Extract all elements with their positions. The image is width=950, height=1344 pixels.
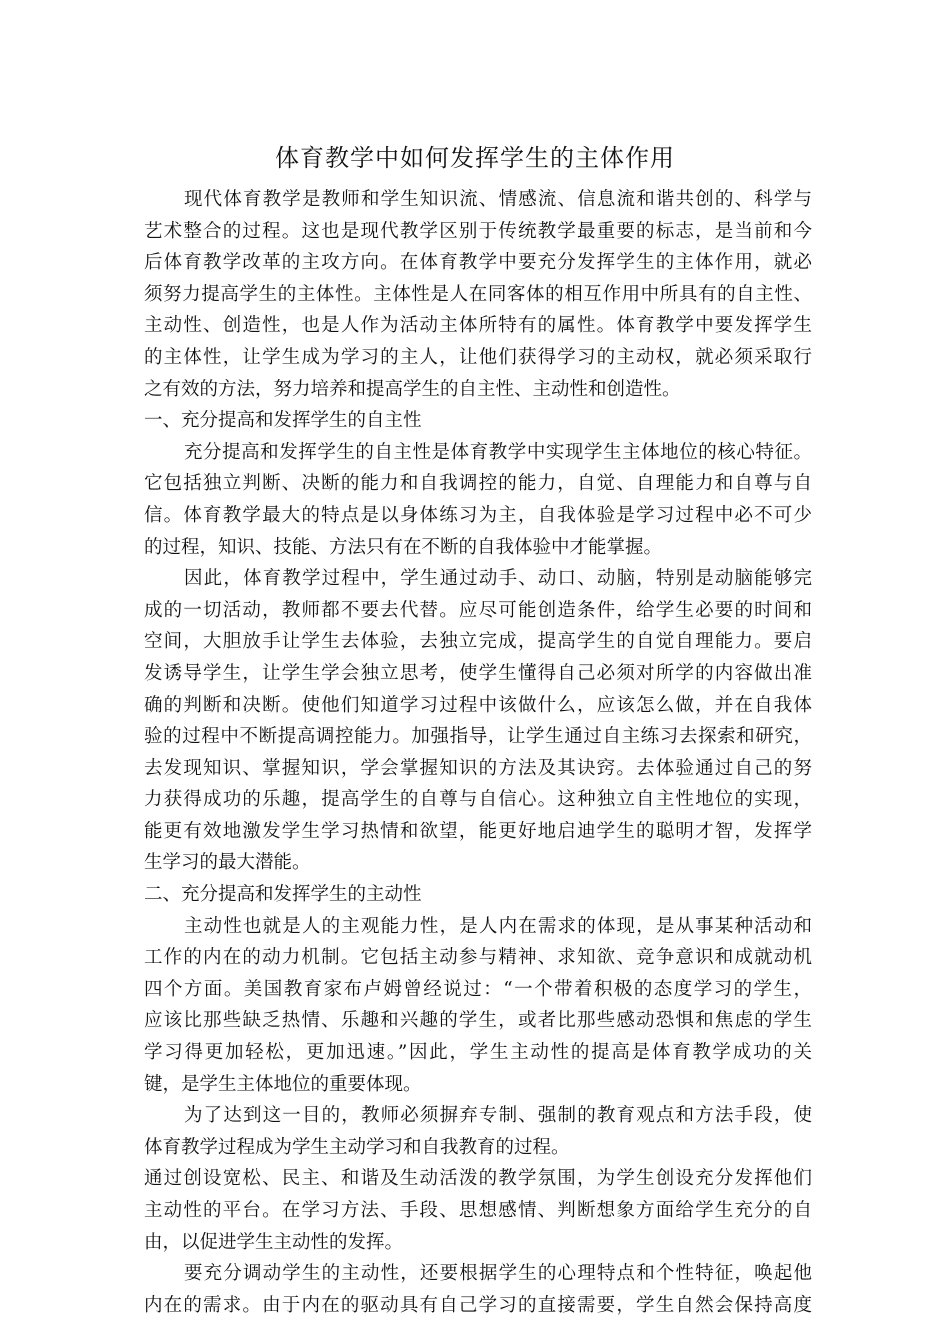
text-line: 信。体育教学最大的特点是以身体练习为主，自我体验是学习过程中必不可少 [144, 504, 812, 526]
text-line: 要充分调动学生的主动性，还要根据学生的心理特点和个性特征，唤起他 [184, 1263, 812, 1285]
text-line: 的过程，知识、技能、方法只有在不断的自我体验中才能掌握。 [144, 536, 663, 558]
document-title: 体育教学中如何发挥学生的主体作用 [275, 144, 675, 172]
text-line: 四个方面。美国教育家布卢姆曾经说过：“一个带着积极的态度学习的学生， [144, 978, 812, 1000]
text-line: 能更有效地激发学生学习热情和欲望，能更好地启迪学生的聪明才智，发挥学 [144, 820, 812, 842]
text-line: 成的一切活动，教师都不要去代替。应尽可能创造条件，给学生必要的时间和 [144, 599, 812, 621]
text-line: 力获得成功的乐趣，提高学生的自尊与自信心。这种独立自主性地位的实现， [144, 789, 812, 811]
text-line: 空间，大胆放手让学生去体验，去独立完成，提高学生的自觉自理能力。要启 [144, 631, 812, 653]
text-line: 工作的内在的动力机制。它包括主动参与精神、求知欲、竞争意识和成就动机 [144, 947, 812, 969]
text-line: 键，是学生主体地位的重要体现。 [144, 1073, 422, 1095]
text-line: 须努力提高学生的主体性。主体性是人在同客体的相互作用中所具有的自主性、 [144, 283, 812, 305]
text-line: 发诱导学生，让学生学会独立思考，使学生懂得自己必须对所学的内容做出准 [144, 662, 812, 684]
text-line: 体育教学过程成为学生主动学习和自我教育的过程。 [144, 1136, 570, 1158]
text-line: 确的判断和决断。使他们知道学习过程中该做什么，应该怎么做，并在自我体 [144, 694, 812, 716]
text-line: 生学习的最大潜能。 [144, 852, 311, 874]
text-line: 主动性也就是人的主观能力性，是人内在需求的体现，是从事某种活动和 [184, 915, 812, 937]
text-line: 内在的需求。由于内在的驱动具有自己学习的直接需要，学生自然会保持高度 [144, 1294, 812, 1316]
text-line: 后体育教学改革的主攻方向。在体育教学中要充分发挥学生的主体作用，就必 [144, 252, 812, 274]
text-line: 之有效的方法，努力培养和提高学生的自主性、主动性和创造性。 [144, 378, 681, 400]
text-line: 艺术整合的过程。这也是现代教学区别于传统教学最重要的标志，是当前和今 [144, 220, 812, 242]
text-line: 主动性、创造性，也是人作为活动主体所特有的属性。体育教学中要发挥学生 [144, 315, 812, 337]
document-body [144, 184, 812, 1321]
text-line: 通过创设宽松、民主、和谐及生动活泼的教学氛围，为学生创设充分发挥他们 [144, 1168, 812, 1190]
text-line: 应该比那些缺乏热情、乐趣和兴趣的学生，或者比那些感动恐惧和焦虑的学生 [144, 1010, 812, 1032]
text-line: 二、充分提高和发挥学生的主动性 [144, 884, 422, 906]
text-line: 去发现知识、掌握知识，学会掌握知识的方法及其诀窍。去体验通过自己的努 [144, 757, 812, 779]
text-line: 由，以促进学生主动性的发挥。 [144, 1231, 404, 1253]
text-line: 充分提高和发挥学生的自主性是体育教学中实现学生主体地位的核心特征。 [184, 441, 812, 463]
text-line: 主动性的平台。在学习方法、手段、思想感情、判断想象方面给学生充分的自 [144, 1200, 812, 1221]
text-line: 的主体性，让学生成为学习的主人，让他们获得学习的主动权，就必须采取行 [144, 346, 812, 368]
text-line: 现代体育教学是教师和学生知识流、情感流、信息流和谐共创的、科学与 [184, 189, 812, 210]
text-line: 因此，体育教学过程中，学生通过动手、动口、动脑，特别是动脑能够完 [184, 568, 812, 590]
text-line: 学习得更加轻松，更加迅速。”因此，学生主动性的提高是体育教学成功的关 [144, 1042, 812, 1064]
text-line: 它包括独立判断、决断的能力和自我调控的能力，自觉、自理能力和自尊与自 [144, 473, 812, 495]
text-line: 一、充分提高和发挥学生的自主性 [144, 410, 422, 432]
text-line: 为了达到这一目的，教师必须摒弃专制、强制的教育观点和方法手段，使 [184, 1105, 812, 1127]
text-line: 验的过程中不断提高调控能力。加强指导，让学生通过自主练习去探索和研究， [144, 726, 812, 748]
